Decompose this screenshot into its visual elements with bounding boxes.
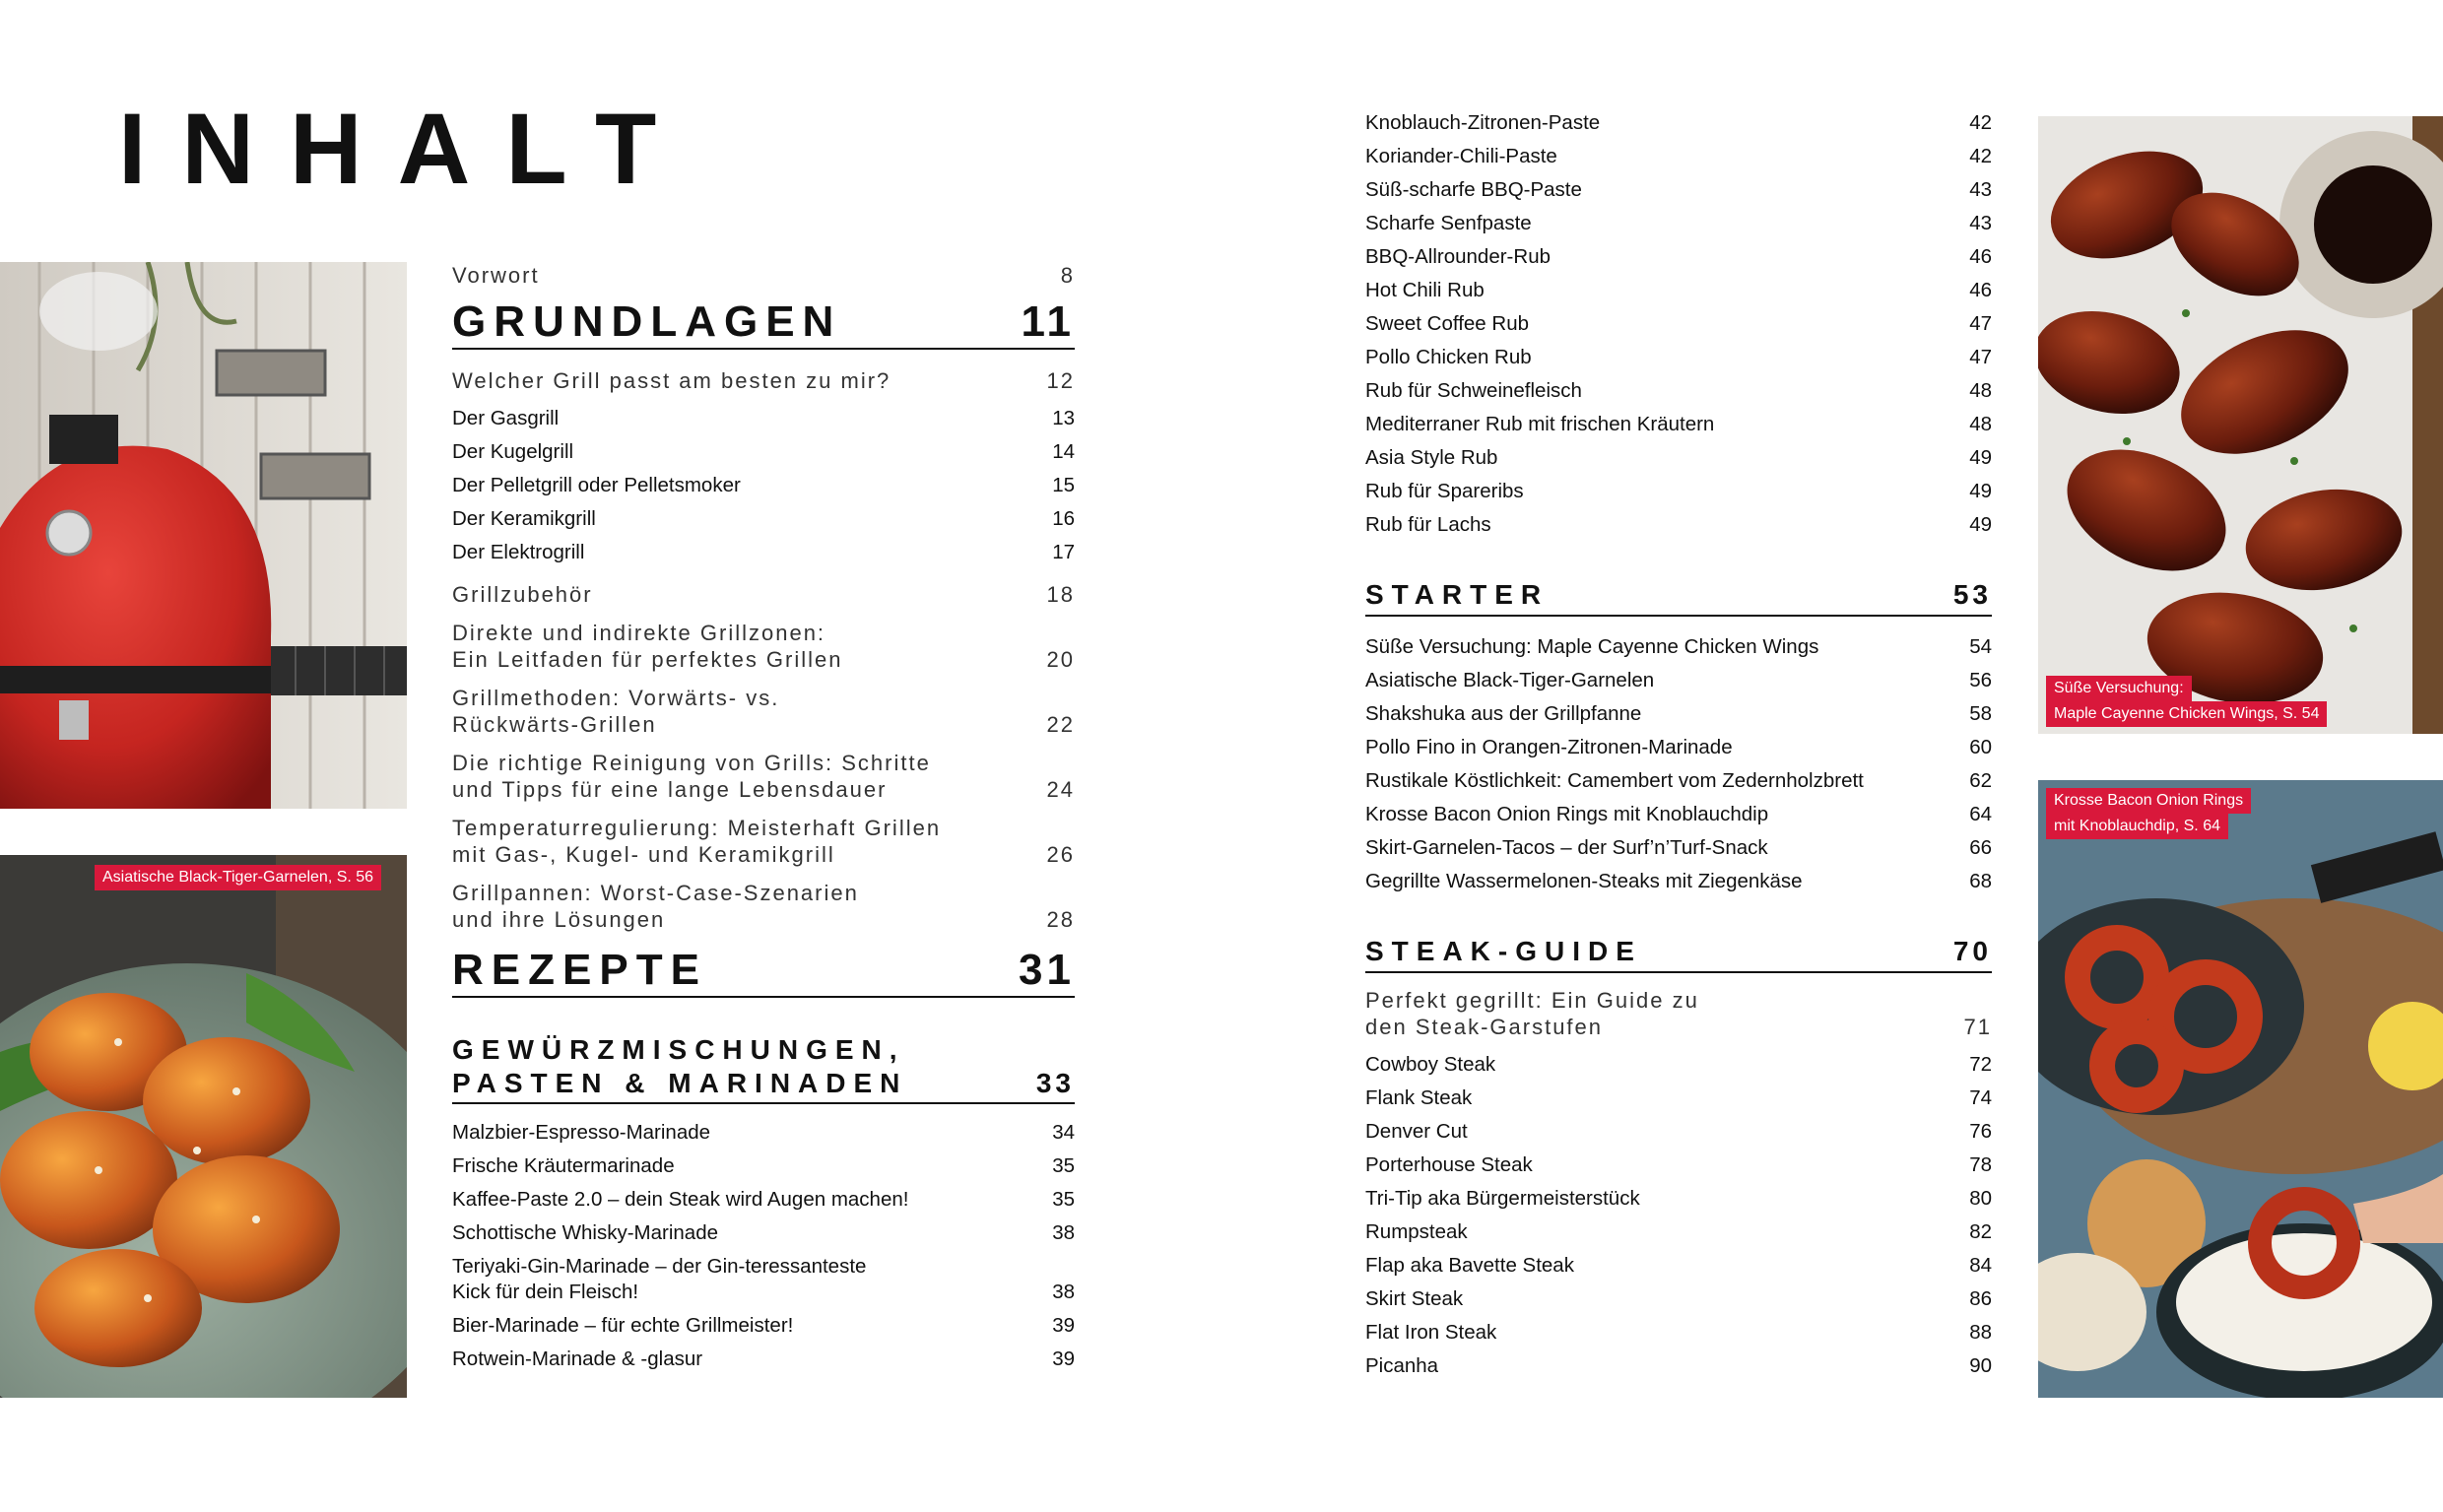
- page-title: INHALT: [118, 93, 693, 205]
- toc-entry-page: 71: [1963, 1015, 1992, 1039]
- wings-image: [2038, 116, 2443, 734]
- toc-entry[interactable]: [1365, 798, 1992, 831]
- toc-entry-title: Cowboy Steak: [1365, 1053, 1496, 1076]
- toc-column-right: [1365, 106, 1992, 1383]
- section-heading-rezepte[interactable]: [452, 947, 1075, 998]
- toc-entry-title: Skirt-Garnelen-Tacos – der Surf’n’Turf-Snack: [1365, 836, 1768, 859]
- toc-entry-page: 48: [1969, 379, 1992, 402]
- toc-entry[interactable]: [452, 1216, 1075, 1250]
- toc-entry[interactable]: [1365, 207, 1992, 240]
- toc-entry-page: 18: [1046, 582, 1075, 607]
- toc-entry-page: 48: [1969, 413, 1992, 435]
- toc-entry[interactable]: [1365, 307, 1992, 341]
- section-heading-steak-guide[interactable]: [1365, 934, 1992, 973]
- toc-entry[interactable]: [1365, 664, 1992, 697]
- toc-entry-page: 46: [1969, 279, 1992, 301]
- toc-entry-title: Porterhouse Steak: [1365, 1153, 1533, 1176]
- toc-entry-page: 28: [1046, 907, 1075, 932]
- section-page: 11: [1021, 297, 1075, 346]
- toc-entry-page: 68: [1969, 870, 1992, 892]
- toc-entry-page: 24: [1046, 777, 1075, 802]
- toc-entry[interactable]: [1365, 1316, 1992, 1349]
- toc-entry-page: 46: [1969, 245, 1992, 268]
- toc-entry[interactable]: [452, 685, 1075, 738]
- toc-entry-page: 8: [1060, 263, 1075, 288]
- toc-entry-title: Gegrillte Wassermelonen-Steaks mit Ziegenkäse: [1365, 870, 1803, 892]
- toc-entry-title: Shakshuka aus der Grillpfanne: [1365, 702, 1642, 725]
- toc-entry[interactable]: [452, 502, 1075, 536]
- toc-entry-title: Asia Style Rub: [1365, 446, 1498, 469]
- toc-entry-page: 35: [1052, 1188, 1075, 1211]
- toc-entry-page: 72: [1969, 1053, 1992, 1076]
- toc-entry-page: 13: [1052, 407, 1075, 429]
- toc-entry-title: Flank Steak: [1365, 1086, 1473, 1109]
- toc-entry-title: Welcher Grill passt am besten zu mir?: [452, 368, 891, 393]
- toc-entry-page: 78: [1969, 1153, 1992, 1176]
- toc-entry-title: BBQ-Allrounder-Rub: [1365, 245, 1551, 268]
- toc-entry-page: 16: [1052, 507, 1075, 530]
- toc-entry-title: Rumpsteak: [1365, 1220, 1468, 1243]
- toc-entry-title: Die richtige Reinigung von Grills: Schritte und Tipps für eine lange Lebensdauer: [452, 751, 931, 802]
- section-page: 31: [1019, 946, 1075, 994]
- toc-entry[interactable]: [1365, 475, 1992, 508]
- toc-entry[interactable]: [452, 1250, 1075, 1309]
- toc-entry[interactable]: [1365, 341, 1992, 374]
- section-title: REZEPTE: [452, 946, 707, 994]
- toc-entry-title: Temperaturregulierung: Meisterhaft Grillen mit Gas-, Kugel- und Keramikgrill: [452, 816, 942, 867]
- toc-entry-title: Süße Versuchung: Maple Cayenne Chicken Wings: [1365, 635, 1819, 658]
- toc-entry-page: 49: [1969, 513, 1992, 536]
- toc-entry-title: Vorwort: [452, 263, 540, 288]
- toc-entry[interactable]: [452, 262, 1075, 289]
- toc-entry[interactable]: [1365, 508, 1992, 542]
- wings-caption-line-1: Süße Versuchung:: [2046, 676, 2192, 701]
- toc-entry[interactable]: [452, 815, 1075, 868]
- wings-caption-line-2: Maple Cayenne Chicken Wings, S. 54: [2046, 701, 2327, 727]
- toc-entry-title: Malzbier-Espresso-Marinade: [452, 1121, 711, 1144]
- toc-entry-title: Grillmethoden: Vorwärts- vs. Rückwärts-Grillen: [452, 686, 780, 737]
- toc-entry-title: Süß-scharfe BBQ-Paste: [1365, 178, 1582, 201]
- toc-entry-title: Mediterraner Rub mit frischen Kräutern: [1365, 413, 1715, 435]
- toc-entry-title: Hot Chili Rub: [1365, 279, 1485, 301]
- toc-entry-title: Schottische Whisky-Marinade: [452, 1221, 719, 1244]
- toc-entry-page: 90: [1969, 1354, 1992, 1377]
- toc-entry[interactable]: [452, 750, 1075, 803]
- toc-entry-title: Teriyaki-Gin-Marinade – der Gin-teressanteste Kick für dein Fleisch!: [452, 1255, 867, 1303]
- toc-entry-title: Rub für Spareribs: [1365, 480, 1524, 502]
- toc-entry[interactable]: [452, 880, 1075, 933]
- toc-entry[interactable]: [1365, 697, 1992, 731]
- rings-caption-line-2: mit Knoblauchdip, S. 64: [2046, 814, 2228, 839]
- toc-entry[interactable]: [1365, 408, 1992, 441]
- toc-entry[interactable]: [1365, 1282, 1992, 1316]
- toc-entry-title: Denver Cut: [1365, 1120, 1468, 1143]
- toc-entry[interactable]: [1365, 764, 1992, 798]
- toc-entry-page: 39: [1052, 1348, 1075, 1370]
- section-title: STARTER: [1365, 579, 1550, 610]
- toc-entry[interactable]: [1365, 140, 1992, 173]
- toc-entry-page: 14: [1052, 440, 1075, 463]
- toc-entry[interactable]: [1365, 106, 1992, 140]
- onion-rings-image: [2038, 780, 2443, 1398]
- toc-entry[interactable]: [1365, 374, 1992, 408]
- toc-entry[interactable]: [452, 581, 1075, 608]
- section-page: 53: [1952, 579, 1992, 610]
- toc-entry-title: Der Elektrogrill: [452, 541, 585, 563]
- toc-entry-page: 76: [1969, 1120, 1992, 1143]
- toc-entry-title: Frische Kräutermarinade: [452, 1154, 675, 1177]
- toc-entry-page: 43: [1969, 178, 1992, 201]
- toc-entry-page: 20: [1046, 647, 1075, 672]
- toc-entry-title: Kaffee-Paste 2.0 – dein Steak wird Augen machen!: [452, 1188, 909, 1211]
- section-title: STEAK-GUIDE: [1365, 936, 1642, 966]
- toc-entry[interactable]: [1365, 1349, 1992, 1383]
- prawns-photo: [0, 855, 407, 1398]
- toc-entry-title: Rotwein-Marinade & -glasur: [452, 1348, 703, 1370]
- toc-entry-title: Rub für Lachs: [1365, 513, 1491, 536]
- toc-entry-page: 56: [1969, 669, 1992, 691]
- toc-entry-title: Grillzubehör: [452, 582, 593, 607]
- toc-entry-title: Flat Iron Steak: [1365, 1321, 1497, 1344]
- section-title: GEWÜRZMISCHUNGEN, PASTEN & MARINADEN: [452, 1034, 908, 1098]
- toc-entry[interactable]: [452, 469, 1075, 502]
- toc-entry[interactable]: [452, 402, 1075, 435]
- toc-entry[interactable]: [1365, 1149, 1992, 1182]
- toc-entry-title: Krosse Bacon Onion Rings mit Knoblauchdip: [1365, 803, 1769, 825]
- toc-entry[interactable]: [452, 1150, 1075, 1183]
- section-title: GRUNDLAGEN: [452, 297, 842, 346]
- toc-entry[interactable]: [452, 536, 1075, 569]
- toc-entry-title: Perfekt gegrillt: Ein Guide zu den Steak-Garstufen: [1365, 988, 1699, 1039]
- toc-entry-title: Koriander-Chili-Paste: [1365, 145, 1557, 167]
- toc-entry-page: 86: [1969, 1287, 1992, 1310]
- toc-entry-page: 64: [1969, 803, 1992, 825]
- toc-entry-page: 84: [1969, 1254, 1992, 1277]
- toc-entry[interactable]: [1365, 274, 1992, 307]
- toc-entry-title: Pollo Chicken Rub: [1365, 346, 1532, 368]
- toc-entry-page: 38: [1052, 1281, 1075, 1303]
- toc-entry-title: Tri-Tip aka Bürgermeisterstück: [1365, 1187, 1640, 1210]
- toc-entry-page: 42: [1969, 145, 1992, 167]
- onion-rings-photo: [2038, 780, 2443, 1398]
- section-heading-gewuerz[interactable]: [452, 1033, 1075, 1104]
- toc-entry-page: 88: [1969, 1321, 1992, 1344]
- toc-entry[interactable]: [1365, 173, 1992, 207]
- toc-entry-title: Sweet Coffee Rub: [1365, 312, 1530, 335]
- toc-entry[interactable]: [1365, 1249, 1992, 1282]
- kamado-grill-image: [0, 262, 407, 809]
- toc-entry[interactable]: [452, 1309, 1075, 1343]
- toc-entry-title: Picanha: [1365, 1354, 1439, 1377]
- toc-entry-page: 43: [1969, 212, 1992, 234]
- toc-entry-page: 58: [1969, 702, 1992, 725]
- toc-entry-title: Der Pelletgrill oder Pelletsmoker: [452, 474, 741, 496]
- rings-caption-line-1: Krosse Bacon Onion Rings: [2046, 788, 2251, 814]
- toc-entry-title: Direkte und indirekte Grillzonen: Ein Leitfaden für perfektes Grillen: [452, 621, 843, 672]
- toc-entry-page: 22: [1046, 712, 1075, 737]
- toc-entry-title: Asiatische Black-Tiger-Garnelen: [1365, 669, 1655, 691]
- toc-entry-title: Pollo Fino in Orangen-Zitronen-Marinade: [1365, 736, 1733, 758]
- toc-entry[interactable]: [1365, 240, 1992, 274]
- toc-entry-page: 34: [1052, 1121, 1075, 1144]
- toc-entry-title: Bier-Marinade – für echte Grillmeister!: [452, 1314, 794, 1337]
- toc-entry-page: 66: [1969, 836, 1992, 859]
- toc-entry[interactable]: [1365, 1115, 1992, 1149]
- toc-entry[interactable]: [1365, 1182, 1992, 1216]
- section-page: 33: [1035, 1068, 1075, 1098]
- toc-entry-page: 47: [1969, 346, 1992, 368]
- toc-entry[interactable]: [1365, 1216, 1992, 1249]
- toc-entry-title: Skirt Steak: [1365, 1287, 1464, 1310]
- prawns-image: [0, 855, 407, 1398]
- toc-entry-page: 62: [1969, 769, 1992, 792]
- toc-entry-page: 26: [1046, 842, 1075, 867]
- toc-entry-title: Flap aka Bavette Steak: [1365, 1254, 1574, 1277]
- toc-entry[interactable]: [452, 1183, 1075, 1216]
- toc-entry[interactable]: [1365, 731, 1992, 764]
- toc-entry-page: 35: [1052, 1154, 1075, 1177]
- toc-entry[interactable]: [452, 1116, 1075, 1150]
- toc-entry[interactable]: [452, 435, 1075, 469]
- toc-entry-page: 49: [1969, 480, 1992, 502]
- toc-entry[interactable]: [1365, 441, 1992, 475]
- prawns-caption: Asiatische Black-Tiger-Garnelen, S. 56: [95, 865, 381, 890]
- toc-entry-title: Rub für Schweinefleisch: [1365, 379, 1582, 402]
- toc-entry-title: Der Keramikgrill: [452, 507, 596, 530]
- toc-entry[interactable]: [1365, 1048, 1992, 1082]
- toc-entry-page: 12: [1046, 368, 1075, 393]
- section-heading-starter[interactable]: [1365, 577, 1992, 617]
- toc-entry-page: 60: [1969, 736, 1992, 758]
- toc-entry-title: Rustikale Köstlichkeit: Camembert vom Zedernholzbrett: [1365, 769, 1864, 792]
- toc-entry-page: 15: [1052, 474, 1075, 496]
- toc-entry-title: Scharfe Senfpaste: [1365, 212, 1532, 234]
- toc-entry-page: 17: [1052, 541, 1075, 563]
- toc-entry[interactable]: [1365, 987, 1992, 1040]
- toc-entry-page: 54: [1969, 635, 1992, 658]
- toc-entry-title: Grillpannen: Worst-Case-Szenarien und ihre Lösungen: [452, 881, 859, 932]
- section-page: 70: [1952, 936, 1992, 966]
- toc-entry-page: 49: [1969, 446, 1992, 469]
- toc-entry-page: 80: [1969, 1187, 1992, 1210]
- toc-entry-page: 42: [1969, 111, 1992, 134]
- toc-entry-page: 47: [1969, 312, 1992, 335]
- wings-photo: [2038, 116, 2443, 734]
- toc-entry-page: 39: [1052, 1314, 1075, 1337]
- toc-entry-page: 38: [1052, 1221, 1075, 1244]
- toc-entry[interactable]: [1365, 1082, 1992, 1115]
- toc-entry-page: 82: [1969, 1220, 1992, 1243]
- toc-entry[interactable]: [1365, 831, 1992, 865]
- toc-entry-page: 74: [1969, 1086, 1992, 1109]
- toc-entry-title: Der Kugelgrill: [452, 440, 574, 463]
- toc-entry[interactable]: [452, 367, 1075, 394]
- section-heading-grundlagen[interactable]: [452, 298, 1075, 350]
- toc-entry-title: Der Gasgrill: [452, 407, 560, 429]
- toc-column-left: [452, 258, 1075, 1376]
- toc-entry[interactable]: [1365, 630, 1992, 664]
- toc-entry[interactable]: [1365, 865, 1992, 898]
- kamado-grill-photo: [0, 262, 407, 809]
- toc-entry-title: Knoblauch-Zitronen-Paste: [1365, 111, 1601, 134]
- toc-entry[interactable]: [452, 1343, 1075, 1376]
- toc-entry[interactable]: [452, 620, 1075, 673]
